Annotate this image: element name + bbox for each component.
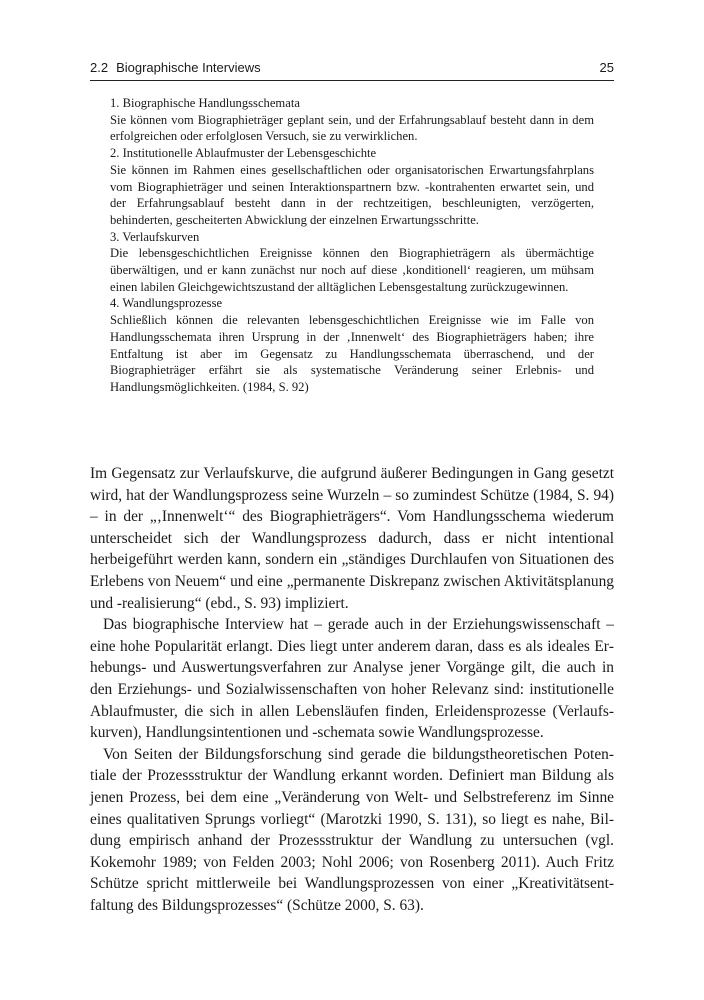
block-quote: [110, 95, 594, 396]
quote-item-heading: 4. Wandlungsprozesse: [110, 296, 223, 311]
body-text: [90, 463, 614, 916]
page-number: 25: [599, 60, 614, 75]
quote-item-text: Sie können vom Biographieträger geplant sein, und der Erfahrungsablauf besteht dann in dem erfolgreichen oder erfolglosen Versuch, sie zu verwirklichen.: [110, 112, 594, 144]
section-label: [90, 60, 261, 75]
running-header: [90, 58, 614, 81]
body-paragraph: Im Gegensatz zur Verlaufskurve, die aufgrund äußerer Bedingungen in Gang gesetzt wird, hat der Wandlungsprozess seine Wurzeln – so zumindest Schütze (1984, S. 94) – in der „‚Innenwelt‘“ des Biographieträgers“. Vom Handlungsschema wiederum unterscheidet sich der Wandlungsprozess dadurch, dass er nicht intentional herbeigeführt werden kann, sondern ein „ständiges Durchlaufen von Situationen des Erlebens von Neuem“ und eine „permanente Diskrepanz zwischen Aktivitätsplanung und -realisierung“ (ebd., S. 93) impliziert.: [90, 465, 614, 612]
quote-item-heading: 3. Verlaufskurven: [110, 229, 200, 244]
section-title: Biographische Interviews: [116, 60, 261, 75]
quote-item-heading: 2. Institutionelle Ablaufmuster der Lebensgeschichte: [110, 146, 377, 161]
quote-item-text: Sie können im Rahmen eines gesellschaftlichen oder organisatorischen Erwartungsfahrplans vom Biographieträger und seinen Interaktionspartnern bzw. -kontrahenten erwartet sein, und der Erfahrungsablauf besteht dann in der rechtzeitigen, beschleunigten, verzögerten, behinderten, gescheiterten Abwicklung der einzelnen Erwartungsschritte.: [110, 162, 594, 227]
quote-item-text: Die lebensgeschichtlichen Ereignisse können den Biographieträgern als übermächtige überwältigen, und er kann zunächst nur noch auf diese ‚konditionell‘ reagieren, um mühsam einen labilen Gleichgewichtszustand der alltäglichen Lebensgestaltung zurückzugewinnen.: [110, 246, 594, 294]
quote-item-heading: 1. Biographische Handlungsschemata: [110, 96, 300, 110]
body-paragraph: Das biographische Interview hat – gerade auch in der Erziehungswissenschaft – eine hohe Popularität erlangt. Dies liegt unter anderem daran, dass es als ideales Erhebungs- und Auswertungsverfahren zur Analyse jener Vorgänge gilt, die auch in den Erziehungs- und Sozialwissenschaften von hoher Relevanz sind: institutionelle Ablaufmuster, die sich in allen Lebensläufen finden, Erleidensprozesse (Verlaufskurven), Handlungsintentionen und -schemata sowie Wandlungsprozesse.: [90, 616, 614, 742]
quote-item-text: Schließlich können die relevanten lebensgeschichtlichen Ereignisse wie im Falle von Handlungsschemata ihren Ursprung in der ‚Innenwelt‘ des Biographieträgers haben; ihre Entfaltung ist aber im Gegensatz zu Handlungsschemata überraschend, und der Biographieträger erfährt sie als systematische Veränderung seiner Erlebnis- und Handlungsmöglichkeiten. (1984, S. 92): [110, 313, 594, 394]
body-paragraph: Von Seiten der Bildungsforschung sind gerade die bildungstheoretischen Potentiale der Prozessstruktur der Wandlung erkannt worden. Definiert man Bildung als jenen Prozess, bei dem eine „Veränderung von Welt- und Selbstreferenz im Sinne eines qualitativen Sprungs vorliegt“ (Marotzki 1990, S. 131), so liegt es nahe, Bildung empirisch anhand der Prozessstruktur der Wandlung zu untersuchen (vgl. Kokemohr 1989; von Felden 2003; Nohl 2006; von Rosenberg 2011). Auch Fritz Schütze spricht mittlerweile bei Wandlungsprozessen von einer „Kreativitätsentfaltung des Bildungsprozesses“ (Schütze 2000, S. 63).: [90, 745, 614, 914]
section-number: 2.2: [90, 60, 109, 75]
